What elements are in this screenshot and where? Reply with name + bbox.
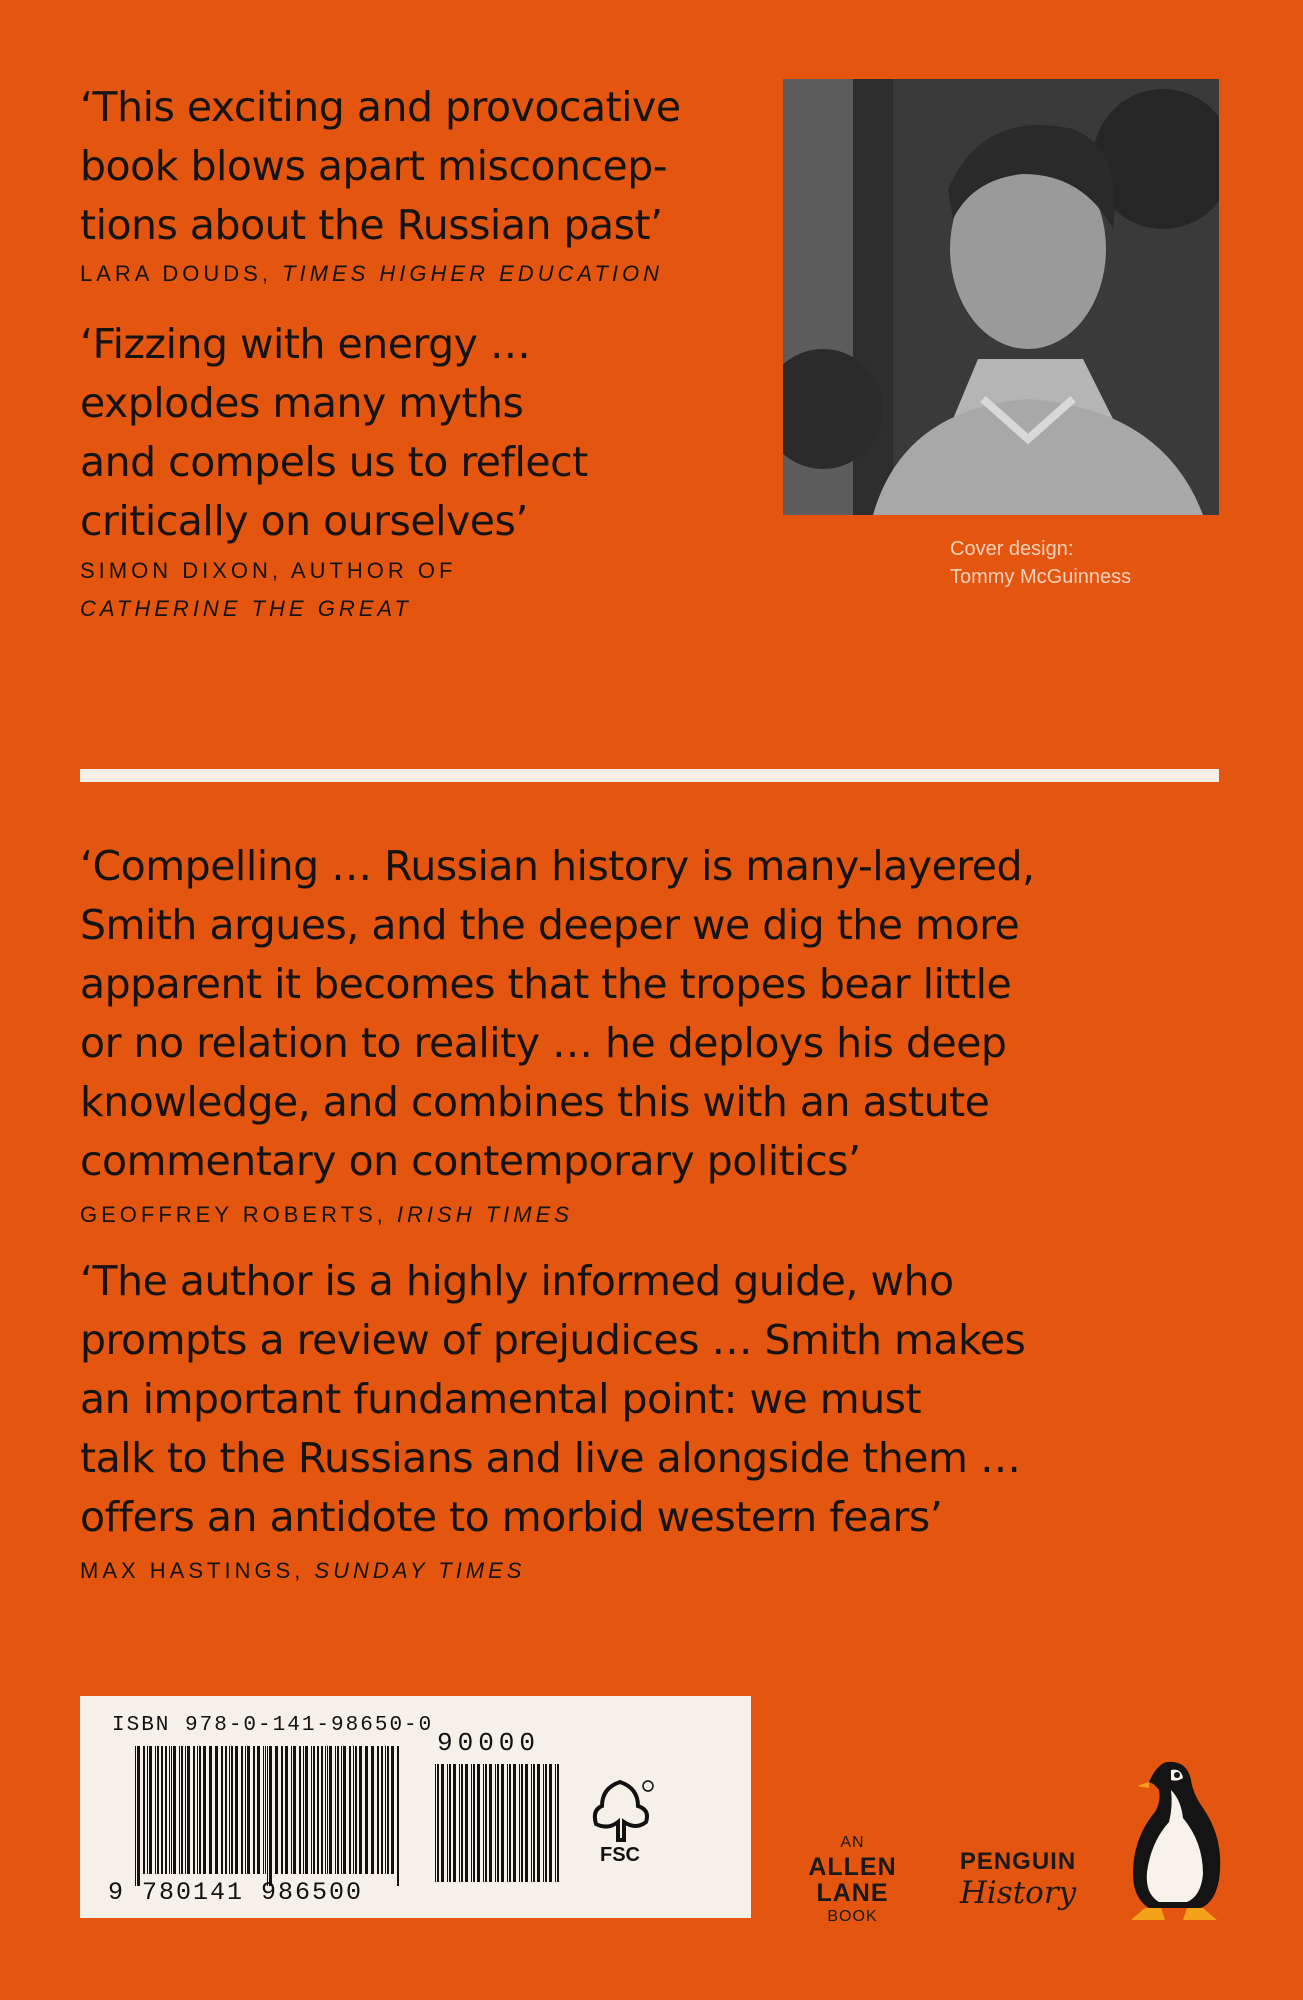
- barcode-bar: [343, 1746, 346, 1874]
- barcode-bar: [501, 1764, 504, 1882]
- barcode-bar: [453, 1764, 456, 1882]
- barcode-bar: [161, 1746, 163, 1874]
- review-author-2: SIMON DIXON, AUTHOR OF: [80, 558, 457, 583]
- price-addon-barcode: [435, 1764, 565, 1882]
- barcode-bar: [265, 1746, 266, 1874]
- barcode-bar: [489, 1764, 492, 1882]
- barcode-bar: [557, 1764, 559, 1882]
- barcode-bar: [269, 1746, 272, 1886]
- barcode-bar: [299, 1746, 301, 1874]
- barcode-bar: [263, 1746, 264, 1874]
- barcode-bar: [135, 1746, 136, 1886]
- barcode-bar: [231, 1746, 233, 1874]
- barcode-bar: [447, 1764, 448, 1882]
- fsc-tree-icon: [580, 1778, 660, 1844]
- fsc-label: FSC: [600, 1844, 640, 1866]
- barcode-bar: [513, 1764, 516, 1882]
- barcode-bar: [291, 1746, 292, 1874]
- barcode-bar: [335, 1746, 336, 1874]
- isbn-barcode: [135, 1746, 405, 1886]
- barcode-bar: [509, 1764, 511, 1882]
- barcode-bar: [437, 1764, 439, 1882]
- barcode-bar: [537, 1764, 540, 1882]
- barcode-bar: [461, 1764, 463, 1882]
- review-attribution-2: [80, 552, 456, 628]
- barcode-bar: [533, 1764, 535, 1882]
- barcode-bar: [311, 1746, 312, 1874]
- barcode-bar: [353, 1746, 354, 1874]
- barcode-bar: [281, 1746, 283, 1874]
- review-quote-3: ‘Compelling … Russian history is many-layered, Smith argues, and the deeper we dig the more apparent it becomes that the tropes bear little or no relation to reality … he deploys his deep knowledge, and combines this with an astute commentary on contemporary politics’: [80, 842, 1035, 1185]
- barcode-bar: [349, 1746, 351, 1874]
- barcode-bar: [545, 1764, 547, 1882]
- barcode-bar: [337, 1746, 339, 1874]
- barcode-bar: [495, 1764, 496, 1882]
- imprint-book: BOOK: [827, 1908, 878, 1925]
- isbn-label: ISBN 978-0-141-98650-0: [112, 1714, 434, 1737]
- imprint-an: AN: [840, 1834, 865, 1851]
- barcode-bar: [329, 1746, 332, 1874]
- barcode-bar: [483, 1764, 484, 1882]
- barcode-bar: [471, 1764, 472, 1882]
- barcode-bar: [391, 1746, 394, 1874]
- barcode-bar: [165, 1746, 167, 1874]
- barcode-bar: [341, 1746, 342, 1874]
- barcode-bar: [371, 1746, 374, 1874]
- series-penguin: PENGUIN: [959, 1848, 1077, 1875]
- barcode-bar: [275, 1746, 278, 1874]
- barcode-bar: [181, 1746, 183, 1874]
- barcode-bar: [303, 1746, 304, 1874]
- review-attribution-4: [80, 1552, 525, 1590]
- penguin-logo-icon: [1121, 1756, 1229, 1924]
- barcode-bar: [365, 1746, 368, 1874]
- barcode-bar: [253, 1746, 255, 1874]
- barcode-bar: [203, 1746, 206, 1874]
- barcode-bar: [435, 1764, 436, 1882]
- barcode-bar: [293, 1746, 296, 1874]
- barcode-bar: [521, 1764, 523, 1882]
- allen-lane-imprint: [805, 1832, 900, 1928]
- barcode-bar: [197, 1746, 198, 1874]
- author-photo: [783, 79, 1219, 515]
- barcode-bar: [459, 1764, 460, 1882]
- barcode-bar: [209, 1746, 212, 1874]
- review-quote-4: ‘The author is a highly informed guide, who prompts a review of prejudices … Smith makes an important fundamental point: we must talk to the Russians and live alongside them … offers an antidote to morbid western fears’: [80, 1257, 1026, 1541]
- barcode-bar: [473, 1764, 475, 1882]
- barcode-bar: [157, 1746, 159, 1874]
- barcode-bar: [543, 1764, 544, 1882]
- barcode-bar: [519, 1764, 520, 1882]
- barcode-bar: [385, 1746, 386, 1874]
- imprint-allen: ALLEN: [808, 1853, 897, 1881]
- barcode-bar: [377, 1746, 379, 1874]
- barcode-bar: [305, 1746, 308, 1874]
- barcode-bar: [173, 1746, 176, 1874]
- barcode-bar: [187, 1746, 190, 1874]
- barcode-bar: [235, 1746, 238, 1874]
- barcode-bar: [229, 1746, 230, 1874]
- barcode-bar: [149, 1746, 152, 1874]
- section-divider: [80, 769, 1219, 782]
- review-author-3: GEOFFREY ROBERTS,: [80, 1202, 387, 1227]
- barcode-bar: [179, 1746, 180, 1874]
- barcode-bar: [381, 1746, 383, 1874]
- barcode-bar: [355, 1746, 357, 1874]
- fsc-logo: [580, 1778, 660, 1878]
- price-addon-digits: 90000: [437, 1728, 541, 1758]
- series-history: History: [959, 1875, 1077, 1911]
- barcode-bar: [525, 1764, 528, 1882]
- barcode-bar: [359, 1746, 362, 1874]
- review-quote-1: ‘This exciting and provocative book blows apart misconcep- tions about the Russian past’: [80, 83, 681, 249]
- barcode-bar: [247, 1746, 250, 1874]
- barcode-panel: [80, 1696, 751, 1918]
- barcode-bar: [137, 1746, 140, 1886]
- barcode-bar: [225, 1746, 227, 1874]
- cover-design-label: Cover design:: [950, 538, 1074, 560]
- barcode-bar: [497, 1764, 499, 1882]
- barcode-bar: [507, 1764, 508, 1882]
- review-attribution-3: [80, 1196, 573, 1234]
- barcode-bar: [321, 1746, 323, 1874]
- barcode-bar: [397, 1746, 399, 1886]
- review-author-4: MAX HASTINGS,: [80, 1558, 305, 1583]
- barcode-bar: [549, 1764, 552, 1882]
- barcode-bar: [441, 1764, 444, 1882]
- review-attribution-1: [80, 255, 663, 293]
- barcode-bar: [171, 1746, 172, 1874]
- imprint-lane: LANE: [816, 1879, 889, 1907]
- barcode-bar: [327, 1746, 328, 1874]
- barcode-bar: [485, 1764, 487, 1882]
- barcode-bar: [477, 1764, 480, 1882]
- barcode-bar: [199, 1746, 201, 1874]
- barcode-bar: [555, 1764, 556, 1882]
- barcode-bar: [449, 1764, 451, 1882]
- barcode-bar: [245, 1746, 246, 1874]
- barcode-bar: [257, 1746, 260, 1874]
- cover-design-credit: [950, 535, 1131, 591]
- barcode-bar: [169, 1746, 170, 1874]
- barcode-bar: [241, 1746, 243, 1874]
- barcode-bar: [147, 1746, 148, 1874]
- review-publication-4: SUNDAY TIMES: [314, 1558, 526, 1583]
- barcode-bar: [325, 1746, 326, 1874]
- barcode-bar: [531, 1764, 532, 1882]
- review-publication-1: TIMES HIGHER EDUCATION: [282, 261, 664, 286]
- barcode-bar: [185, 1746, 186, 1874]
- review-publication-3: IRISH TIMES: [396, 1202, 573, 1227]
- barcode-bar: [193, 1746, 195, 1874]
- barcode-bar: [143, 1746, 145, 1874]
- barcode-bar: [221, 1746, 223, 1874]
- review-author-1: LARA DOUDS,: [80, 261, 272, 286]
- barcode-bar: [155, 1746, 156, 1874]
- barcode-bar: [285, 1746, 288, 1874]
- review-quote-2: ‘Fizzing with energy … explodes many myths and compels us to reflect critically on ourselves’: [80, 320, 588, 545]
- barcode-bar: [313, 1746, 315, 1874]
- review-publication-2: CATHERINE THE GREAT: [80, 596, 412, 621]
- barcode-bar: [215, 1746, 218, 1874]
- penguin-history-series: [948, 1848, 1088, 1910]
- cover-designer-name: Tommy McGuinness: [950, 566, 1132, 588]
- barcode-bar: [387, 1746, 389, 1874]
- barcode-digits: 9 780141 986500: [108, 1878, 364, 1907]
- barcode-bar: [267, 1746, 268, 1886]
- barcode-bar: [317, 1746, 319, 1874]
- barcode-bar: [465, 1764, 468, 1882]
